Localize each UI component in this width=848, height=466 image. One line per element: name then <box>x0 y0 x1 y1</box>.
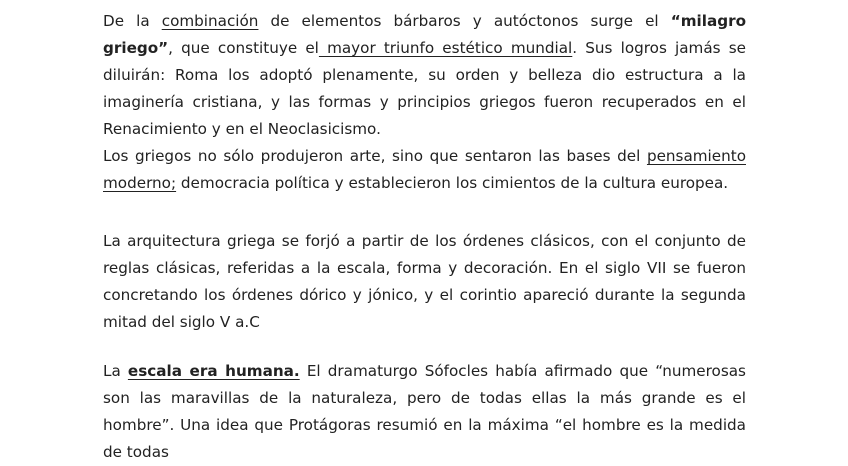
text-run: La <box>103 362 128 380</box>
underlined-pensamiento-moderno: pensamiento moderno; <box>103 147 746 192</box>
bold-milagro-griego: “milagro griego” <box>103 12 746 57</box>
text-run: democracia política y establecieron los cimientos de la cultura europea. <box>176 174 729 192</box>
text-run: de elementos bárbaros y autóctonos surge el <box>258 12 671 30</box>
sentence-pensamiento <box>103 143 746 197</box>
paragraph-arquitectura <box>103 228 746 336</box>
text-run: De la <box>103 12 162 30</box>
paragraph-milagro-griego <box>103 8 746 197</box>
text-run: . Sus logros jamás se diluirán: Roma los adoptó plenamente, su orden y belleza dio estructura a la imaginería cristiana, y las formas y principios griegos fueron recuperados en el Renacimiento y en el Neoclasicismo. <box>103 39 746 138</box>
sentence-escala <box>103 358 746 466</box>
bold-underlined-escala-humana: escala era humana. <box>127 362 300 380</box>
underlined-mayor-triunfo: mayor triunfo estético mundial <box>318 39 573 57</box>
text-run: Los griegos no sólo produjeron arte, sino que sentaron las bases del <box>103 147 647 165</box>
text-run: , que constituye el <box>168 39 319 57</box>
sentence-milagro <box>103 8 746 143</box>
underlined-combinacion: combinación <box>161 12 259 30</box>
paragraph-escala-humana <box>103 358 746 466</box>
text-arquitectura: La arquitectura griega se forjó a partir de los órdenes clásicos, con el conjunto de reglas clásicas, referidas a la escala, forma y decoración. En el siglo VII se fueron concretando los órdenes dórico y jónico, y el corintio apareció durante la segunda mitad del siglo V a.C <box>103 232 746 331</box>
text-run: El dramaturgo Sófocles había afirmado que “numerosas son las maravillas de la naturaleza, pero de todas ellas la más grande es el hombre”. Una idea que Protágoras resumió en la máxima “el hombre es la medida de todas <box>103 362 746 461</box>
